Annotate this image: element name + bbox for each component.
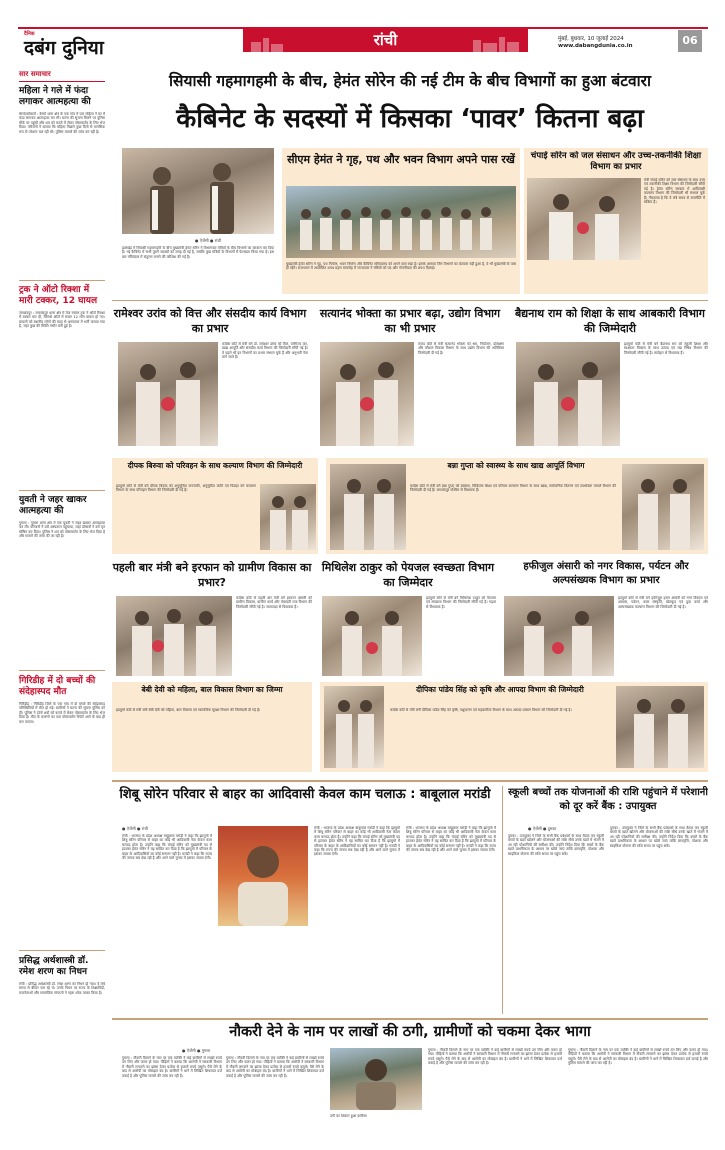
baidyanath-body: झामुमो कोटे से मंत्री बने बैद्यनाथ राम को स्कूली शिक्षा और साक्षरता विकास के साथ उत्पाद एवं मद्य निषेध विभाग की जिम्मेदारी सौंपी गई है। लातेहार से विधायक हैं। <box>624 342 708 355</box>
rameshwar-box <box>112 306 308 452</box>
skyline-icon <box>243 28 528 52</box>
lead-headline: कैबिनेट के सदस्यों में किसका ‘पावर’ कितना बढ़ा <box>176 104 644 134</box>
champai-box <box>524 148 708 294</box>
people-icon <box>322 596 422 676</box>
baidyanath-title: बैद्यनाथ राम को शिक्षा के साथ आबकारी विभाग की जिम्मेदारी <box>515 307 705 335</box>
sidebar-story-body: बेरमो/बोकारो : बेरमो थाना क्षेत्र के एक गांव में एक महिला ने घर में फंदा लगाकर आत्महत्या कर ली। घटना की सूचना मिलने पर पुलिस मौके पर पहुंची और शव को कब्जे में लेकर पोस्टमार्टम के लिए भेज दिया। परिजनों ने बताया कि महिला पिछले कुछ दिनों से मानसिक रूप से परेशान चल रही थी। पुलिस मामले की जांच कर रही है। <box>19 112 105 134</box>
naukri-credit: ● ऐजेंसी ● गुमला <box>182 1048 211 1053</box>
hafizul-box <box>504 560 708 678</box>
cm-title: सीएम हेमंत ने गृह, पथ और भवन विभाग अपने पास रखें <box>287 153 515 166</box>
rameshwar-title: रामेश्वर उरांव को वित्त और संसदीय कार्य विभाग का प्रभार <box>113 307 307 335</box>
shibu-title: शिबू सोरेन परिवार से बाहर का आदिवासी केवल काम चलाऊ : बाबूलाल मरांडी <box>119 787 491 802</box>
champai-body: मंत्री चंपाई सोरेन को जल संसाधन के साथ उच्च एवं तकनीकी शिक्षा विभाग की जिम्मेदारी सौंपी गई है। हेमंत सोरेन सरकार में आदिवासी कल्याण विभाग की जिम्मेदारी भी संभाल चुके हैं। गौरतलब है कि वे लंबे समय से राजनीति में सक्रिय हैं। <box>644 178 705 205</box>
website: www.dabangdunia.co.in <box>558 43 633 49</box>
deepak-title: दीपक बिरुवा को परिवहन के साथ कल्याण विभाग की जिम्मेदारी <box>127 461 303 470</box>
naukri-story <box>112 1022 708 1132</box>
lead-intro: झारखंड में सियासी गहमागहमी के बीच मुख्यमंत्री हेमंत सोरेन ने विभागवार मंत्रियों के बीच विभागों का बंटवारा कर दिया है। नई कैबिनेट में सभी पुराने सदस्यों को जगह दी गई है, जबकि कुछ मंत्रियों के विभागों में फेरबदल किया गया है। इस बार मंत्रिमंडल में संतुलन बनाने की कोशिश की गई है। <box>122 246 274 259</box>
banna-title: बन्ना गुप्ता को स्वास्थ्य के साथ खाद्य आपूर्ति विभाग <box>447 461 585 470</box>
dipika-title: दीपिका पांडेय सिंह को कृषि और आपदा विभाग की जिम्मेदारी <box>416 685 584 694</box>
banna-photo-left <box>330 464 406 550</box>
sidebar-story-title: प्रसिद्ध अर्थशास्त्री डॉ. रमेश शरण का निधन <box>19 956 89 977</box>
naukri-photo-caption: ठगी का शिकार हुआ ग्रामीण। <box>330 1114 368 1118</box>
portrait-icon <box>218 826 308 926</box>
people-icon <box>324 686 384 768</box>
dipika-box <box>320 682 708 772</box>
mithilesh-box <box>320 560 496 678</box>
sidebar-story-title: युवती ने जहर खाकर आत्महत्या की <box>19 495 87 516</box>
cm-caption: मुख्यमंत्री हेमंत सोरेन ने गृह, पथ निर्माण, भवन निर्माण और कैबिनेट सचिवालय को अपने पास रखा है। इसके अलावा जिन विभागों का बंटवारा नहीं हुआ है, वे भी मुख्यमंत्री के पास ही रहेंगे। राजभवन में आयोजित शपथ ग्रहण समारोह में राज्यपाल ने मंत्रियों को पद और गोपनीयता की शपथ दिलाई। <box>286 262 516 271</box>
satyanand-photo <box>320 342 414 446</box>
people-icon <box>118 342 218 446</box>
shibu-body-cont: रांची : भाजपा के प्रदेश अध्यक्ष बाबूलाल मरांडी ने कहा कि झामुमो में शिबू सोरेन परिवार से बाहर का कोई भी आदिवासी नेता केवल काम चलाऊ होता है। उन्होंने कहा कि चंपाई सोरेन को मुख्यमंत्री पद से हटाकर हेमंत सोरेन ने यह साबित कर दिया है कि झामुमो में परिवार के बाहर के आदिवासियों का कोई सम्मान नहीं है। मरांडी ने कहा कि राज्य की जनता सब देख रही है और आने वाले चुनाव में इसका जवाब देगी। <box>314 826 400 857</box>
group-photo-icon <box>286 186 516 258</box>
bebi-title: बेबी देवी को महिला, बाल विकास विभाग का जिम्मा <box>141 685 283 694</box>
sidebar-story-title: ट्रक ने ऑटो रिक्शा में मारी टक्कर, 12 घायल <box>19 285 98 306</box>
irfan-body: कांग्रेस कोटे से पहली बार मंत्री बने इरफान अंसारी को ग्रामीण विकास, ग्रामीण कार्य और पंचायती राज विभाग की जिम्मेदारी सौंपी गई है। जामताड़ा से विधायक हैं। <box>236 596 312 609</box>
naukri-photo <box>330 1048 422 1110</box>
logo-small: दैनिक <box>24 31 35 37</box>
naukri-body-cont3: गुमला : नौकरी दिलाने के नाम पर एक व्यक्ति ने कई ग्रामीणों से लाखों रुपये ठग लिए और फरार हो गया। पीड़ितों ने बताया कि आरोपी ने सरकारी विभाग में नौकरी लगवाने का झांसा देकर प्रत्येक से हजारों रुपये वसूले। पैसे लेने के बाद से आरोपी का मोबाइल बंद है। ग्रामीणों ने थाने में लिखित शिकायत दर्ज कराई है और पुलिस मामले की जांच कर रही है। <box>568 1048 708 1066</box>
deepak-body: झामुमो कोटे से मंत्री बने दीपक बिरुवा को अनुसूचित जनजाति, अनुसूचित जाति एवं पिछड़ा वर्ग कल्याण विभाग के साथ परिवहन विभाग की जिम्मेदारी दी गई है। <box>116 484 256 493</box>
people-icon <box>622 464 704 550</box>
satyanand-body: राजद कोटे से मंत्री सत्यानंद भोक्ता को श्रम, नियोजन, प्रशिक्षण और कौशल विकास विभाग के साथ उद्योग विभाग की अतिरिक्त जिम्मेदारी दी गई है। <box>418 342 504 355</box>
naukri-body: गुमला : नौकरी दिलाने के नाम पर एक व्यक्ति ने कई ग्रामीणों से लाखों रुपये ठग लिए और फरार हो गया। पीड़ितों ने बताया कि आरोपी ने सरकारी विभाग में नौकरी लगवाने का झांसा देकर प्रत्येक से हजारों रुपये वसूले। पैसे लेने के बाद से आरोपी का मोबाइल बंद है। ग्रामीणों ने थाने में लिखित शिकायत दर्ज कराई है और पुलिस मामले की जांच कर रही है। <box>122 1056 222 1078</box>
sidebar-story-2 <box>19 285 105 481</box>
shibu-body-cont2: रांची : भाजपा के प्रदेश अध्यक्ष बाबूलाल मरांडी ने कहा कि झामुमो में शिबू सोरेन परिवार से बाहर का कोई भी आदिवासी नेता केवल काम चलाऊ होता है। उन्होंने कहा कि चंपाई सोरेन को मुख्यमंत्री पद से हटाकर हेमंत सोरेन ने यह साबित कर दिया है कि झामुमो में परिवार के बाहर के आदिवासियों का कोई सम्मान नहीं है। मरांडी ने कहा कि राज्य की जनता सब देख रही है और आने वाले चुनाव में इसका जवाब देगी। <box>406 826 496 853</box>
lead-photo-credit: ● ऐजेंसी ● रांची <box>195 238 221 243</box>
divider <box>19 950 105 951</box>
sidebar-story-4 <box>19 676 105 942</box>
dipika-photo-right <box>616 686 704 768</box>
column-divider <box>502 786 503 1014</box>
mithilesh-body: झामुमो कोटे से मंत्री बने मिथिलेश ठाकुर को पेयजल एवं स्वच्छता विभाग की जिम्मेदारी सौंपी गई है। गढ़वा से विधायक हैं। <box>426 596 496 609</box>
lead-kicker: सियासी गहमागहमी के बीच, हेमंत सोरेन की नई टीम के बीच विभागों का हुआ बंटवारा <box>168 72 652 90</box>
people-icon <box>122 148 274 234</box>
sidebar-story-title: गिरिडीह में दो बच्चों की संदेहास्पद मौत <box>19 676 96 697</box>
bebi-body: झामुमो कोटे से मंत्री बनी बेबी देवी को महिला, बाल विकास एवं सामाजिक सुरक्षा विभाग की जिम्मेदारी दी गई है। <box>116 708 261 712</box>
issue-date: मुंबई, बुधवार, 10 जुलाई 2024 <box>558 36 624 42</box>
people-icon <box>504 596 614 676</box>
irfan-title: पहली बार मंत्री बने इरफान को ग्रामीण विकास का प्रभार? <box>112 561 312 589</box>
sidebar-story-body: रांची : प्रसिद्ध अर्थशास्त्री डॉ. रमेश शरण का निधन हो गया। वे लंबे समय से बीमार चल रहे थे। उनके निधन पर राज्य के शिक्षाविदों, राजनेताओं और सामाजिक संगठनों ने गहरा शोक व्यक्त किया है। <box>19 982 105 995</box>
school-title: स्कूली बच्चों तक योजनाओं की राशि पहुंचाने में परेशानी को दूर करें बैंक : उपायुक्त <box>508 787 708 812</box>
people-icon <box>116 596 232 676</box>
portrait-icon <box>330 1048 422 1110</box>
hafizul-photo <box>504 596 614 676</box>
section-divider <box>112 300 708 301</box>
banna-photo-right <box>622 464 704 550</box>
irfan-photo <box>116 596 232 676</box>
naukri-body-cont: गुमला : नौकरी दिलाने के नाम पर एक व्यक्ति ने कई ग्रामीणों से लाखों रुपये ठग लिए और फरार हो गया। पीड़ितों ने बताया कि आरोपी ने सरकारी विभाग में नौकरी लगवाने का झांसा देकर प्रत्येक से हजारों रुपये वसूले। पैसे लेने के बाद से आरोपी का मोबाइल बंद है। ग्रामीणों ने थाने में लिखित शिकायत दर्ज कराई है और पुलिस मामले की जांच कर रही है। <box>226 1056 324 1078</box>
city-banner <box>243 28 528 52</box>
lead-photo <box>122 148 274 234</box>
sidebar-label: सार समाचार <box>19 70 105 82</box>
champai-photo <box>527 178 641 260</box>
mithilesh-title: मिथिलेश ठाकुर को पेयजल स्वच्छता विभाग का जिम्मेदार <box>321 561 495 589</box>
sidebar <box>19 70 105 1125</box>
naukri-body-cont2: गुमला : नौकरी दिलाने के नाम पर एक व्यक्ति ने कई ग्रामीणों से लाखों रुपये ठग लिए और फरार हो गया। पीड़ितों ने बताया कि आरोपी ने सरकारी विभाग में नौकरी लगवाने का झांसा देकर प्रत्येक से हजारों रुपये वसूले। पैसे लेने के बाद से आरोपी का मोबाइल बंद है। ग्रामीणों ने थाने में लिखित शिकायत दर्ज कराई है और पुलिस मामले की जांच कर रही है। <box>428 1048 562 1066</box>
sidebar-story-1 <box>19 86 105 258</box>
divider <box>19 280 105 281</box>
shibu-body: रांची : भाजपा के प्रदेश अध्यक्ष बाबूलाल मरांडी ने कहा कि झामुमो में शिबू सोरेन परिवार से बाहर का कोई भी आदिवासी नेता केवल काम चलाऊ होता है। उन्होंने कहा कि चंपाई सोरेन को मुख्यमंत्री पद से हटाकर हेमंत सोरेन ने यह साबित कर दिया है कि झामुमो में परिवार के बाहर के आदिवासियों का कोई सम्मान नहीं है। मरांडी ने कहा कि राज्य की जनता सब देख रही है और आने वाले चुनाव में इसका जवाब देगी। <box>122 834 212 861</box>
rameshwar-photo <box>118 342 218 446</box>
city-name: रांची <box>373 31 398 49</box>
masthead <box>0 0 725 60</box>
dipika-photo-left <box>324 686 384 768</box>
people-icon <box>260 484 316 550</box>
divider <box>19 490 105 491</box>
school-body: दुमका : उपायुक्त ने जिले के सभी बैंक प्रबंधकों के साथ बैठक कर स्कूली बच्चों के खाते खोलने और योजनाओं की राशि सीधे उनके खाते में भेजने में आ रही परेशानियों की समीक्षा की। उन्होंने निर्देश दिया कि बच्चों के बैंक खाते प्राथमिकता के आधार पर खोले जाएं ताकि छात्रवृत्ति, पोशाक और साइकिल योजना की राशि समय पर पहुंच सके। <box>508 834 604 856</box>
sidebar-story-3 <box>19 495 105 667</box>
rameshwar-body: कांग्रेस कोटे से मंत्री बने डॉ. रामेश्वर उरांव को वित्त, वाणिज्य कर, खाद्य आपूर्ति और संसदीय कार्य विभाग की जिम्मेदारी सौंपी गई है। वे पहले भी इन विभागों का प्रभार संभाल चुके हैं और अनुभवी नेता माने जाते हैं। <box>222 342 308 360</box>
banna-body: कांग्रेस कोटे से मंत्री बने बन्ना गुप्ता को स्वास्थ्य, चिकित्सा शिक्षा एवं परिवार कल्याण विभाग के साथ खाद्य, सार्वजनिक वितरण एवं उपभोक्ता मामले विभाग की जिम्मेदारी दी गई है। जमशेदपुर पश्चिम से विधायक हैं। <box>410 484 616 493</box>
champai-title: चंपाई सोरेन को जल संसाधन और उच्च-तकनीकी शिक्षा विभाग का प्रभार <box>530 151 702 172</box>
hafizul-body: झामुमो कोटे से मंत्री बने हफीजुल हसन अंसारी को नगर विकास एवं आवास, पर्यटन, कला संस्कृति, खेलकूद एवं युवा कार्य और अल्पसंख्यक कल्याण विभाग की जिम्मेदारी दी गई है। <box>618 596 708 609</box>
people-icon <box>616 686 704 768</box>
shibu-story <box>112 786 498 1014</box>
satyanand-title: सत्यानंद भोक्ता का प्रभार बढ़ा, उद्योग विभाग का भी प्रभार <box>319 307 501 335</box>
deepak-box <box>112 458 318 554</box>
mithilesh-photo <box>322 596 422 676</box>
cm-box <box>282 148 520 294</box>
school-body-cont: दुमका : उपायुक्त ने जिले के सभी बैंक प्रबंधकों के साथ बैठक कर स्कूली बच्चों के खाते खोलने और योजनाओं की राशि सीधे उनके खाते में भेजने में आ रही परेशानियों की समीक्षा की। उन्होंने निर्देश दिया कि बच्चों के बैंक खाते प्राथमिकता के आधार पर खोले जाएं ताकि छात्रवृत्ति, पोशाक और साइकिल योजना की राशि समय पर पहुंच सके। <box>610 826 708 848</box>
school-story <box>508 786 708 1014</box>
section-divider <box>112 780 708 782</box>
school-credit: ● ऐजेंसी ● दुमका <box>528 826 557 831</box>
deepak-photo <box>260 484 316 550</box>
irfan-box <box>112 560 312 678</box>
sidebar-story-title: महिला ने गले में फंदा लगाकर आत्महत्या की <box>19 86 91 107</box>
shibu-credit: ● ऐजेंसी ● रांची <box>122 826 148 831</box>
people-icon <box>527 178 641 260</box>
shibu-photo <box>218 826 308 926</box>
banna-box <box>326 458 708 554</box>
satyanand-box <box>316 306 504 452</box>
hafizul-title: हफीजुल अंसारी को नगर विकास, पर्यटन और अल्पसंख्यक विभाग का प्रभार <box>523 561 689 586</box>
sidebar-story-body: जमशेदपुर : जमशेदपुर थाना क्षेत्र में तेज रफ्तार ट्रक ने ऑटो रिक्शा में टक्कर मार दी, जिससे ऑटो में सवार 12 लोग घायल हो गए। घायलों को स्थानीय लोगों की मदद से अस्पताल में भर्ती कराया गया है, जहां कुछ की स्थिति गंभीर बनी हुई है। <box>19 311 105 329</box>
people-icon <box>320 342 414 446</box>
sidebar-story-5 <box>19 956 105 1112</box>
naukri-title: नौकरी देने के नाम पर लाखों की ठगी, ग्रामीणों को चकमा देकर भागा <box>229 1024 591 1040</box>
baidyanath-photo <box>516 342 620 446</box>
page-number: 06 <box>678 30 702 52</box>
baidyanath-box <box>512 306 708 452</box>
cm-photo <box>286 186 516 258</box>
sidebar-story-body: गिरिडीह : गिरिडीह जिले के एक गांव में दो बच्चों की संदेहास्पद परिस्थितियों में मौत हो गई। ग्रामीणों ने घटना की सूचना पुलिस को दी। पुलिस ने दोनों शवों को कब्जे में लेकर पोस्टमार्टम के लिए भेज दिया है। मौत के कारणों का पता पोस्टमार्टम रिपोर्ट आने के बाद ही चल पाएगा। <box>19 702 105 724</box>
people-icon <box>516 342 620 446</box>
people-icon <box>330 464 406 550</box>
dipika-body: कांग्रेस कोटे से मंत्री बनीं दीपिका पांडेय सिंह को कृषि, पशुपालन एवं सहकारिता विभाग के साथ आपदा प्रबंधन विभाग की जिम्मेदारी दी गई है। <box>390 708 572 712</box>
sidebar-story-body: गुमला : गुमला थाना क्षेत्र में एक युवती ने जहर खाकर आत्महत्या कर ली। परिजनों ने उसे अस्पताल पहुंचाया, जहां डॉक्टरों ने उसे मृत घोषित कर दिया। पुलिस ने शव को पोस्टमार्टम के लिए भेज दिया है और मामले की जांच की जा रही है। <box>19 521 105 539</box>
divider <box>19 670 105 671</box>
section-divider <box>112 1018 708 1020</box>
logo: दबंग दुनिया <box>24 37 104 59</box>
bebi-box <box>112 682 312 772</box>
